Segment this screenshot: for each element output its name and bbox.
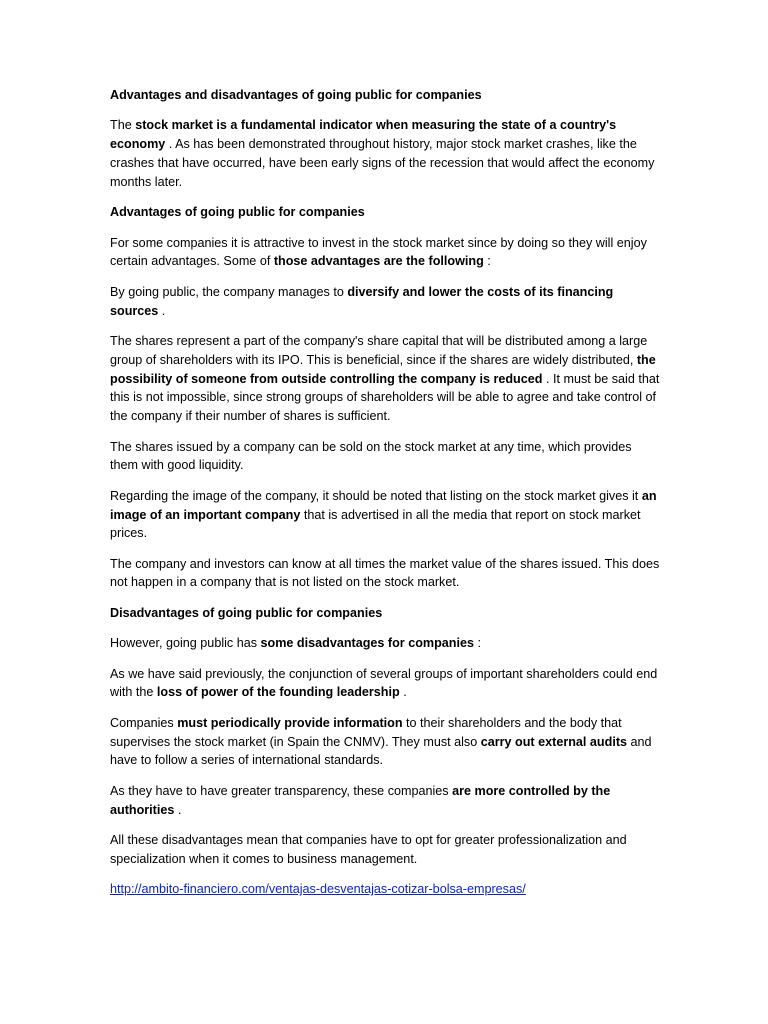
text-run: However, going public has (110, 636, 261, 651)
text-run: and have to follow a series of international standards. (110, 734, 652, 768)
advantage-paragraph (110, 332, 660, 426)
disadvantage-paragraph (110, 714, 660, 770)
advantages-heading: Advantages of going public for companies (110, 205, 365, 220)
text-run: : (483, 254, 491, 269)
emphasis-run: diversify and lower the costs of its financing sources (110, 284, 614, 318)
text-run: . (158, 303, 166, 318)
document-page (110, 86, 660, 911)
intro-paragraph (110, 116, 660, 191)
emphasis-run: loss of power of the founding leadership (156, 685, 400, 700)
source-link[interactable]: http://ambito-financiero.com/ventajas-desventajas-cotizar-bolsa-empresas/ (110, 882, 526, 897)
text-run: As we have said previously, the conjunction of several groups of important shareholders could end with the (110, 666, 658, 700)
disadvantages-heading: Disadvantages of going public for companies (110, 605, 383, 620)
text-run: Regarding the image of the company, it should be noted that listing on the stock market gives it (110, 488, 642, 503)
advantages-lead-paragraph (110, 234, 660, 272)
disadvantage-paragraph: All these disadvantages mean that companies have to opt for greater professionalization and specialization when it comes to business management. (110, 833, 627, 866)
text-run: Companies (110, 715, 178, 730)
emphasis-run: some disadvantages for companies (260, 636, 474, 651)
disadvantages-lead-paragraph (110, 634, 660, 653)
advantage-paragraph: The shares issued by a company can be sold on the stock market at any time, which provides them with good liquidity. (110, 439, 632, 473)
emphasis-run: an image of an important company (110, 488, 657, 522)
text-run: As they have to have greater transparency, these companies (110, 783, 453, 798)
text-run: . As has been demonstrated throughout history, major stock market crashes, like the crashes that have occurred, have been early signs of the recession that would affect the economy months later. (110, 137, 655, 189)
text-run: The shares represent a part of the company's share capital that will be distributed among a large group of shareholders with its IPO. This is beneficial, since if the shares are widely distributed, (110, 333, 648, 367)
text-run: The (110, 118, 136, 133)
text-run: By going public, the company manages to (110, 284, 348, 299)
advantage-paragraph: The company and investors can know at all times the market value of the shares issued. This does not happen in a company that is not listed on the stock market. (110, 556, 660, 590)
advantage-paragraph (110, 487, 660, 543)
text-run: . (399, 685, 407, 700)
emphasis-run: are more controlled by the authorities (110, 783, 611, 817)
advantage-paragraph (110, 283, 660, 321)
disadvantage-paragraph (110, 665, 660, 703)
document-title: Advantages and disadvantages of going public for companies (110, 88, 482, 102)
source-paragraph (110, 880, 660, 899)
emphasis-run: stock market is a fundamental indicator when measuring the state of a country's economy (110, 118, 617, 152)
text-run: For some companies it is attractive to invest in the stock market since by doing so they will enjoy certain advantages. Some of (110, 235, 647, 269)
text-run: : (474, 636, 481, 651)
emphasis-run: carry out external audits (480, 734, 628, 749)
emphasis-run: must periodically provide information (177, 715, 403, 730)
emphasis-run: the possibility of someone from outside controlling the company is reduced (110, 352, 656, 386)
text-run: . It must be said that this is not impossible, since strong groups of shareholders will be able to agree and take control of the company if their number of shares is sufficient. (110, 371, 660, 424)
text-run: that is advertised in all the media that report on stock market prices. (110, 507, 641, 541)
text-run: . (174, 802, 182, 817)
emphasis-run: those advantages are the following (273, 254, 484, 269)
disadvantage-paragraph (110, 782, 660, 820)
text-run: to their shareholders and the body that supervises the stock market (in Spain the CNMV). They must also (110, 715, 622, 749)
